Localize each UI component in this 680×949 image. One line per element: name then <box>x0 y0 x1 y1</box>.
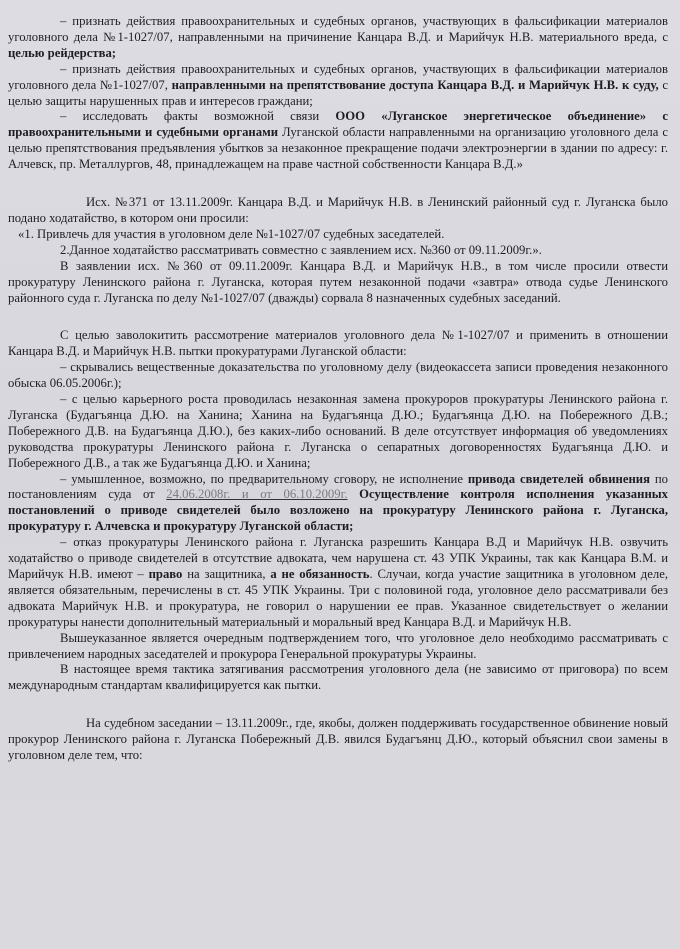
bold-text: Осуществление контроля исполнения указанных постановлений о приводе свидетелей было возложено на прокуратуру Ленинского района г. Луганска, прокуратуру г. Алчевска и прокуратуру Луганской области; <box>8 487 668 534</box>
list-item-evidence: – скрывались вещественные доказательства по уголовному делу (видеокассета записи проведения незаконного обыска 06.05.2006г.); <box>8 360 668 391</box>
text: – умышленное, возможно, по предварительному сговору, не исполнение <box>60 471 468 486</box>
text <box>348 487 360 501</box>
paragraph-statement-360: В заявлении исх. №360 от 09.11.2009г. Канцара В.Д. и Марийчук Н.В., в том числе просили отвести прокуратуру Ленинского района г. Луганска, которая путем незаконной подачи «завтра» отвода судье Ленинского районного суда г. Луганска по делу №1-1027/07 (дважды) сорвала 8 назначенных судебных заседаний. <box>8 258 668 305</box>
list-item-witnesses <box>8 472 668 536</box>
text: с целью защиты нарушенных прав и интересов граждани; <box>8 77 668 108</box>
text: по постановлениям суда от <box>8 471 668 502</box>
paragraph-intro-torture: С целью заволокитить рассмотрение материалов уголовного дела №1-1027/07 и применить в отношении Канцара В.Д. и Марийчук Н.В. пытки прокуратурами Луганской области: <box>8 328 668 359</box>
bold-text: а не обязанность <box>270 567 370 581</box>
paragraph-confirmation: Вышеуказанное является очередным подтверждением того, что уголовное дело необходимо рассматривать с привлечением народных заседателей и прокурора Генеральной прокуратуры Украины. <box>8 630 668 661</box>
paragraph-demand-2 <box>8 62 668 110</box>
text: . Случаи, когда участие защитника в уголовном деле, является обязательным, перечислены в ст. 45 УПК Украины. Три с половиной года, уголовное дело рассматривали без адвоката Марийчук Н.В. и прокуратура, не говорил о нарушении ее прав. Указанное свидетельствует о желании прокуратуры нанести дополнительный материальный и моральный вред Канцара В.Д. и Марийчук Н.В. <box>8 567 669 629</box>
bold-text: целью рейдерства; <box>8 45 117 60</box>
text: – признать действия правоохранительных и судебных органов, участвующих в фальсификации материалов уголовного дела №1-1027/07, направленными на причинение Канцара В.Д. и Марийчук Н.В. материального вреда, с <box>8 14 668 44</box>
paragraph-tactics: В настоящее время тактика затягивания рассмотрения уголовного дела (не зависимо от приговора) по всем международным стандартам квалифицируется как пытки. <box>8 662 668 693</box>
petition-item-1: «1. Привлечь для участия в уголовном деле №1-1027/07 судебных заседателей. <box>18 226 445 241</box>
text: – признать действия правоохранительных и судебных органов, участвующих в фальсификации материалов уголовного дела №1-1027/07, <box>8 61 668 92</box>
bold-text: направленными на препятствование доступа Канцара В.Д. и Марийчук Н.В. к суду, <box>171 77 659 92</box>
text: – исследовать факты возможной связи <box>60 109 336 124</box>
text: – отказ прокуратуры Ленинского района г. Луганска разрешить Канцара В.Д и Марийчук Н.В. озвучить ходатайство о приводе свидетелей в отсутствие адвоката, чем нарушена ст. 43 УПК Украины, так как Канцара В.М. и Марийчук Н.В. имеют – <box>8 535 668 581</box>
paragraph-demand-3 <box>8 109 668 173</box>
bold-text: ООО «Луганское энергетическое объединение» с правоохранительными и судебными органами <box>8 109 668 140</box>
text: на защитника, <box>182 567 271 581</box>
underlined-dates: 24.06.2008г. и от 06.10.2009г. <box>166 487 348 502</box>
text: Луганской области направленными на организацию уголовного дела с целью препятствования предъявления убытков за незаконное прекращение подачи электроэнергии в здании по адресу: г. Алчевск, пр. Металлургов, 48, принадлежащем на праве частной собственности Канцара В.Д.» <box>8 125 669 172</box>
bold-text: привода свидетелей обвинения <box>467 471 650 486</box>
paragraph-court-session: На судебном заседании – 13.11.2009г., где, якобы, должен поддерживать государственное обвинение новый прокурор Ленинского района г. Луганска Побережный Д.В. явился Будагъянц Д.Ю., который объяснил свои замены в уголовном деле тем, что: <box>8 716 668 763</box>
list-item-prosecutor-replacement: – с целью карьерного роста проводилась незаконная замена прокуроров прокуратуры Ленинского района г. Луганска (Будагъянца Д.Ю. на Ханина; Ханина на Будагъянца Д.Ю.; Будагъянца Д.Ю. на Побережного Д.В.; Побережного Д.В. на Будагъянца Д.Ю.), без каких-либо оснований. В деле отсутствует информация об уведомлениях руководства прокуратуры Ленинского района г. Луганска о сепаратных договоренностях Будагъянца Д.Ю. и Побережного Д.В., а так же Будагъянца Д.Ю. и Ханина; <box>8 392 668 470</box>
paragraph-petition-371: Исх. №371 от 13.11.2009г. Канцара В.Д. и Марийчук Н.В. в Ленинский районный суд г. Луганска было подано ходатайство, в котором они просили: <box>8 195 668 225</box>
list-item-refusal <box>8 535 668 630</box>
paragraph-demand-1 <box>8 14 668 62</box>
petition-item-2: 2.Данное ходатайство рассматривать совместно с заявлением исх. №360 от 09.11.2009г.». <box>60 242 542 257</box>
bold-text: право <box>148 567 183 581</box>
